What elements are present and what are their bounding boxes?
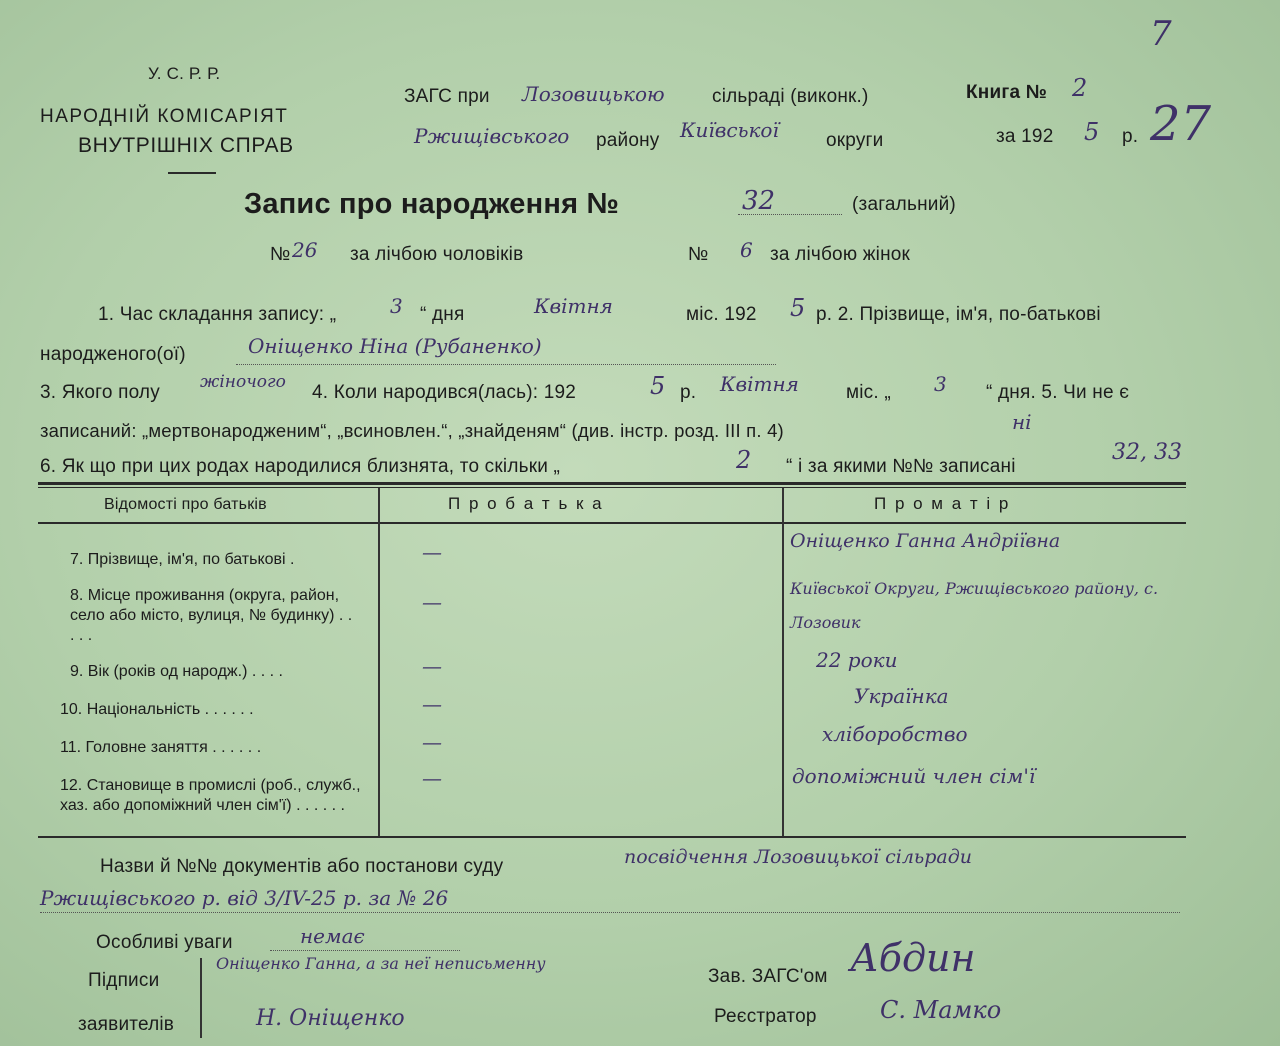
field6-count: 2 <box>736 446 752 474</box>
row12-father: — <box>422 766 442 790</box>
row12-label: 12. Становище в промислі (роб., служб., хаз. або допоміжний член сім'ї) . . . . . . <box>60 777 361 814</box>
field4-r: р. <box>680 382 697 403</box>
field1-day-label: “ дня <box>420 304 465 325</box>
applicant-signature-2: Н. Оніщенко <box>256 1006 405 1031</box>
head-label: Зав. ЗАГС'ом <box>708 966 828 987</box>
field4-tail: “ дня. 5. Чи не є <box>986 382 1130 403</box>
row12-mother: допоміжний член сім'ї <box>792 764 1036 788</box>
year-label: за 192 <box>996 126 1054 147</box>
zags-suffix: сільраді (виконк.) <box>712 86 869 107</box>
book-label: Книга № <box>966 82 1048 103</box>
women-number: 6 <box>740 238 753 262</box>
signatures-label: Підписи <box>88 970 160 991</box>
applicants-label: заявителів <box>78 1014 175 1035</box>
women-label: за лічбою жінок <box>770 244 911 265</box>
year-digit: 5 <box>1084 118 1100 146</box>
republic-label: У. С. Р. Р. <box>148 64 221 83</box>
field4-label: 4. Коли народився(лась): 192 <box>312 382 577 403</box>
row9-mother: 22 роки <box>816 648 898 672</box>
applicant-signature-1: Оніщенко Ганна, а за неї неписьменну <box>216 954 546 973</box>
field6-numbers: 32, 33 <box>1112 440 1182 465</box>
book-number: 2 <box>1072 74 1088 102</box>
docs-value-1: посвідчення Лозовицької сільради <box>624 846 973 868</box>
row10-label: 10. Національність . . . . . . <box>60 701 254 718</box>
field5-value: ні <box>1012 410 1032 434</box>
field1-year: 5 <box>790 294 806 322</box>
header-divider <box>168 172 216 174</box>
row8-label: 8. Місце проживання (округа, район, село або місто, вулиця, № будинку) . . . . . <box>70 587 353 644</box>
men-number: 26 <box>292 238 318 262</box>
docs-label: Назви й №№ документів або постанови суду <box>100 856 504 877</box>
field1-month: Квітня <box>534 294 613 318</box>
row8-father: — <box>422 590 442 614</box>
row10-mother: Українка <box>854 684 949 708</box>
row7-father: — <box>422 540 442 564</box>
field6-label: 6. Як що при цих родах народилися близнята, то скільки „ <box>40 456 561 477</box>
field4-month-label: міс. „ <box>846 382 891 403</box>
row11-mother: хліборобство <box>822 722 968 746</box>
men-prefix: № <box>270 244 291 265</box>
row11-father: — <box>422 730 442 754</box>
row9-label: 9. Вік (років од народж.) . . . . <box>70 663 283 680</box>
row9-father: — <box>422 654 442 678</box>
field4-day: 3 <box>934 372 947 396</box>
record-title: Запис про народження № <box>244 188 619 220</box>
notes-value: немає <box>300 924 365 948</box>
year-suffix: р. <box>1122 126 1139 147</box>
okruh-label: округи <box>826 130 884 151</box>
field3-value: жіночого <box>200 372 286 392</box>
registrar-label: Реєстратор <box>714 1006 817 1027</box>
row7-label: 7. Прізвище, ім'я, по батькові . <box>70 551 295 568</box>
row11-label: 11. Головне заняття . . . . . . <box>60 739 262 756</box>
field3-label: 3. Якого полу <box>40 382 160 403</box>
field4-month: Квітня <box>720 372 799 396</box>
corner-number: 27 <box>1150 96 1212 152</box>
row8-mother: Київської Округи, Ржищівського району, с. Лозовик <box>790 579 1159 632</box>
col-father-header: П р о б а т ь к а <box>448 494 604 513</box>
zags-prefix: ЗАГС при <box>404 86 490 107</box>
field1-label: 1. Час складання запису: „ <box>98 304 337 325</box>
field6-mid: “ і за якими №№ записані <box>786 456 1016 477</box>
field1-tail: р. 2. Прізвище, ім'я, по-батькові <box>816 304 1101 325</box>
commissariat-line2: ВНУТРІШНІХ СПРАВ <box>78 134 294 157</box>
commissariat-line1: НАРОДНІЙ КОМІСАРІЯТ <box>40 106 289 127</box>
notes-label: Особливі уваги <box>96 932 233 953</box>
corner-mark: 7 <box>1150 14 1172 54</box>
docs-value-2: Ржищівського р. від 3/IV-25 р. за № 26 <box>40 886 449 910</box>
col-mother-header: П р о м а т і р <box>874 494 1011 513</box>
women-prefix: № <box>688 244 709 265</box>
row10-father: — <box>422 692 442 716</box>
field5-label: записаний: „мертвонародженим“, „всиновлен.“, „знайденям“ (див. інстр. розд. III п. 4) <box>40 420 784 441</box>
field4-year: 5 <box>650 372 666 400</box>
rayon-label: району <box>596 130 660 151</box>
men-label: за лічбою чоловіків <box>350 244 524 265</box>
field1-month-label: міс. 192 <box>686 304 757 325</box>
registrar-signature: С. Мамко <box>880 996 1002 1024</box>
row7-mother: Оніщенко Ганна Андріївна <box>790 530 1061 552</box>
col-info-header: Відомості про батьків <box>104 496 267 513</box>
okruh-value: Київської <box>680 118 779 142</box>
field1-day: 3 <box>390 294 403 318</box>
head-signature: Абдин <box>850 936 976 980</box>
field2-label: народженого(ої) <box>40 344 186 365</box>
selrada-value: Лозовицькою <box>522 82 665 106</box>
record-general-label: (загальний) <box>852 194 956 215</box>
record-number: 32 <box>742 186 776 216</box>
field2-value: Оніщенко Ніна (Рубаненко) <box>248 334 542 358</box>
rayon-value: Ржищівського <box>414 124 570 148</box>
